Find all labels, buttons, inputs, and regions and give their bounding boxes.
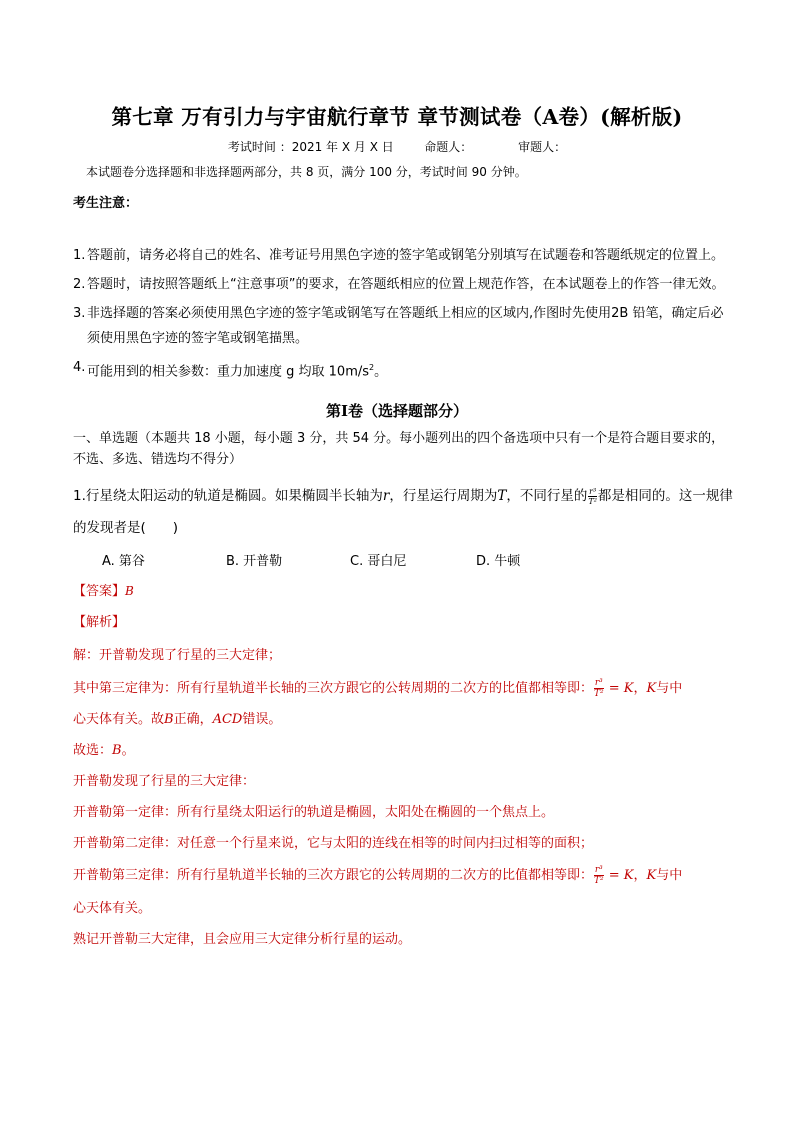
answer-line: 【答案】B — [73, 584, 134, 599]
option-d: D. 牛顿 — [476, 554, 521, 569]
analysis-line: 熟记开普勒三大定律，且会应用三大定律分析行星的运动。 — [73, 932, 412, 947]
analysis-label: 【解析】 — [73, 615, 126, 630]
mcq-heading: 一、单选题（本题共 18 小题，每小题 3 分，共 54 分。每小题列出的四个备选项中只有一个是符合题目要求的，不选、多选、错选均不得分） — [73, 431, 725, 467]
analysis-line: 故选：B。 — [73, 743, 135, 758]
notice-item: 1. 答题前，请务必将自己的姓名、准考证号用黑色字迹的签字笔或钢笔分别填写在试题卷和答题纸规定的位置上。 — [73, 248, 725, 263]
author-label: 命题人： — [424, 140, 473, 154]
exam-time: 考试时间 ：2021 年 X 月 X 日 — [227, 140, 394, 154]
analysis-line: 其中第三定律为：所有行星轨道半长轴的三次方跟它的公转周期的二次方的比值都相等即： $\frac{\text{r³}}{\text{T²}}$ = K，K与中 — [73, 678, 683, 699]
intro-text: 本试题卷分选择题和非选择题两部分，共 8 页，满分 100 分，考试时间 90 分钟。 — [86, 165, 527, 179]
section-title: 第Ⅰ卷（选择题部分） — [325, 402, 469, 420]
reviewer-label: 审题人： — [518, 140, 567, 154]
analysis-line: 开普勒发现了行星的三大定律： — [73, 774, 256, 789]
analysis-body — [73, 640, 733, 955]
question-1: 1.行星绕太阳运动的轨道是椭圆。如果椭圆半长轴为r，行星运行周期为T，不同行星的 $\frac{\text{r³}}{\text{T²}}$ 都是相同的。这一规律的发现者是( ) — [73, 486, 733, 536]
analysis-line: 心天体有关。 — [73, 901, 152, 916]
exam-meta — [0, 138, 794, 155]
page-title: 第七章 万有引力与宇宙航行章节 章节测试卷（A卷）(解析版) — [111, 105, 683, 129]
option-a: A. 第谷 — [102, 554, 145, 569]
analysis-line: 开普勒第三定律：所有行星轨道半长轴的三次方跟它的公转周期的二次方的比值都相等即： $\frac{\text{r³}}{\text{T²}}$ = K，K与中 — [73, 865, 683, 886]
option-b: B. 开普勒 — [226, 554, 283, 569]
notice-list — [73, 243, 733, 384]
analysis-line: 解：开普勒发现了行星的三大定律； — [73, 648, 282, 663]
option-c: C. 哥白尼 — [350, 554, 407, 569]
notice-item: 4. 可能用到的相关参数：重力加速度 g 均取 $10m/s^2$。 — [73, 360, 388, 380]
notice-item: 3. 非选择题的答案必须使用黑色字迹的签字笔或钢笔写在答题纸上相应的区域内,作图时先使用2B 铅笔，确定后必须使用黑色字迹的签字笔或钢笔描黑。 — [73, 306, 724, 346]
fraction-r3-t2: $\frac{\text{r³}}{\text{T²}}$ — [588, 486, 597, 506]
notice-heading: 考生注意： — [73, 196, 139, 211]
analysis-line: 心天体有关。故B正确，ACD错误。 — [73, 712, 282, 727]
analysis-line: 开普勒第一定律：所有行星绕太阳运行的轨道是椭圆，太阳处在椭圆的一个焦点上。 — [73, 805, 555, 820]
notice-item: 2. 答题时，请按照答题纸上“注意事项”的要求，在答题纸相应的位置上规范作答，在本试题卷上的作答一律无效。 — [73, 277, 725, 292]
analysis-line: 开普勒第二定律：对任意一个行星来说，它与太阳的连线在相等的时间内扫过相等的面积； — [73, 836, 594, 851]
